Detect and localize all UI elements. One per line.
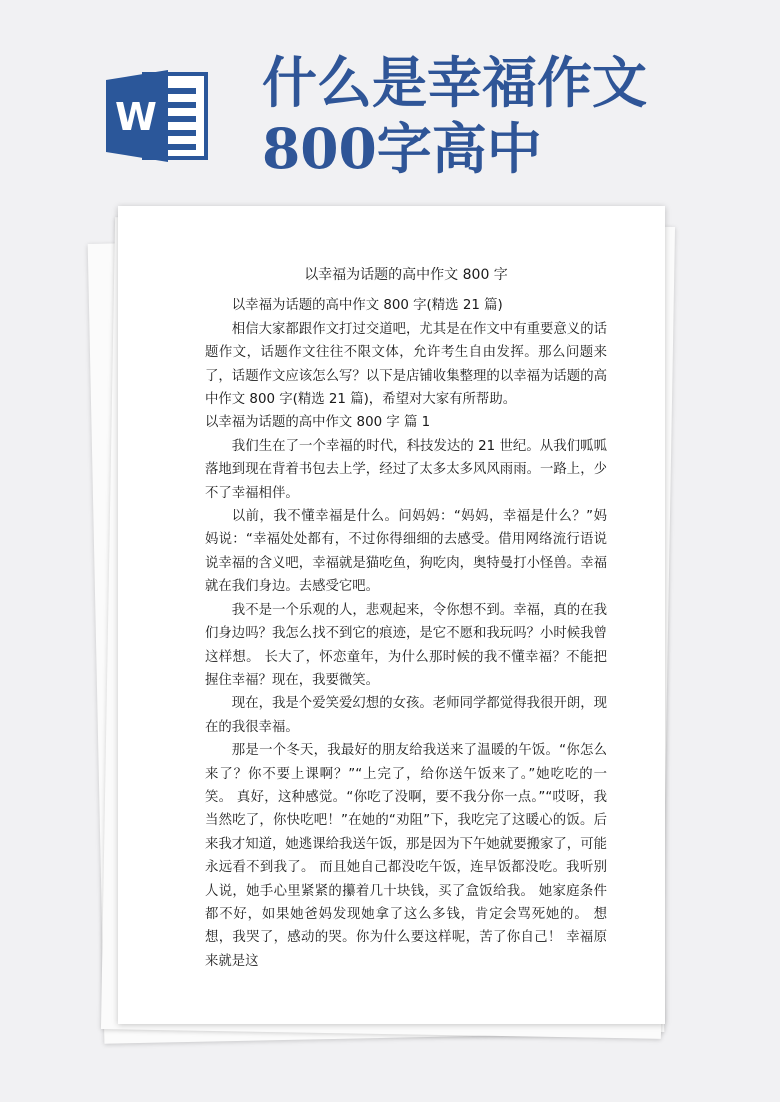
- body-paragraph: 我不是一个乐观的人，悲观起来，令你想不到。幸福，真的在我们身边吗？我怎么找不到它的痕迹，是它不愿和我玩吗？小时候我曾这样想。 长大了，怀恋童年，为什么那时候的我不懂幸福？不能把握住幸福？现在，我要微笑。: [205, 602, 607, 688]
- document-body: [205, 264, 607, 973]
- body-paragraph: 那是一个冬天，我最好的朋友给我送来了温暖的午饭。“你怎么来了？你不要上课啊？”“上完了，给你送午饭来了。”她吃吃的一笑。 真好，这种感觉。“你吃了没啊，要不我分你一点。”“哎呀，我当然吃了，你快吃吧！”在她的“劝阻”下，我吃完了这暖心的饭。后来我才知道，她逃课给我送午饭，那是因为下午她就要搬家了，可能永远看不到我了。 而且她自己都没吃午饭，连早饭都没吃。我听别人说，她手心里紧紧的攥着几十块钱，买了盒饭给我。 她家庭条件都不好，如果她爸妈发现她拿了这么多钱，肯定会骂死她的。 想想，我哭了，感动的哭。你为什么要这样呢，苦了你自己！ 幸福原来就是这: [205, 743, 607, 969]
- document-page: [118, 206, 665, 1024]
- document-subtitle: 以幸福为话题的高中作文 800 字(精选 21 篇): [231, 298, 503, 314]
- page-title: 什么是幸福作文800字高中: [262, 50, 648, 181]
- body-paragraph: 现在，我是个爱笑爱幻想的女孩。老师同学都觉得我很开朗，现在的我很幸福。: [205, 696, 607, 735]
- body-paragraph: 以前，我不懂幸福是什么。问妈妈：“妈妈，幸福是什么？”妈妈说：“幸福处处都有，不过你得细细的去感受。借用网络流行语说说幸福的含义吧，幸福就是猫吃鱼，狗吃肉，奥特曼打小怪兽。幸福就在我们身边。去感受它吧。: [205, 509, 607, 595]
- word-icon: [106, 68, 210, 164]
- intro-paragraph: 相信大家都跟作文打过交道吧，尤其是在作文中有重要意义的话题作文，话题作文往往不限文体，允许考生自由发挥。那么问题来了，话题作文应该怎么写？以下是店铺收集整理的以幸福为话题的高中作文 800 字(精选 21 篇)，希望对大家有所帮助。: [205, 321, 607, 408]
- word-icon-letter: W: [115, 95, 157, 139]
- body-paragraph: 我们生在了一个幸福的时代，科技发达的 21 世纪。从我们呱呱落地到现在背着书包去上学，经过了太多太多风风雨雨。一路上，少不了幸福相伴。: [205, 438, 607, 501]
- section-heading: 以幸福为话题的高中作文 800 字 篇 1: [205, 415, 431, 431]
- document-title: 以幸福为话题的高中作文 800 字: [304, 267, 508, 283]
